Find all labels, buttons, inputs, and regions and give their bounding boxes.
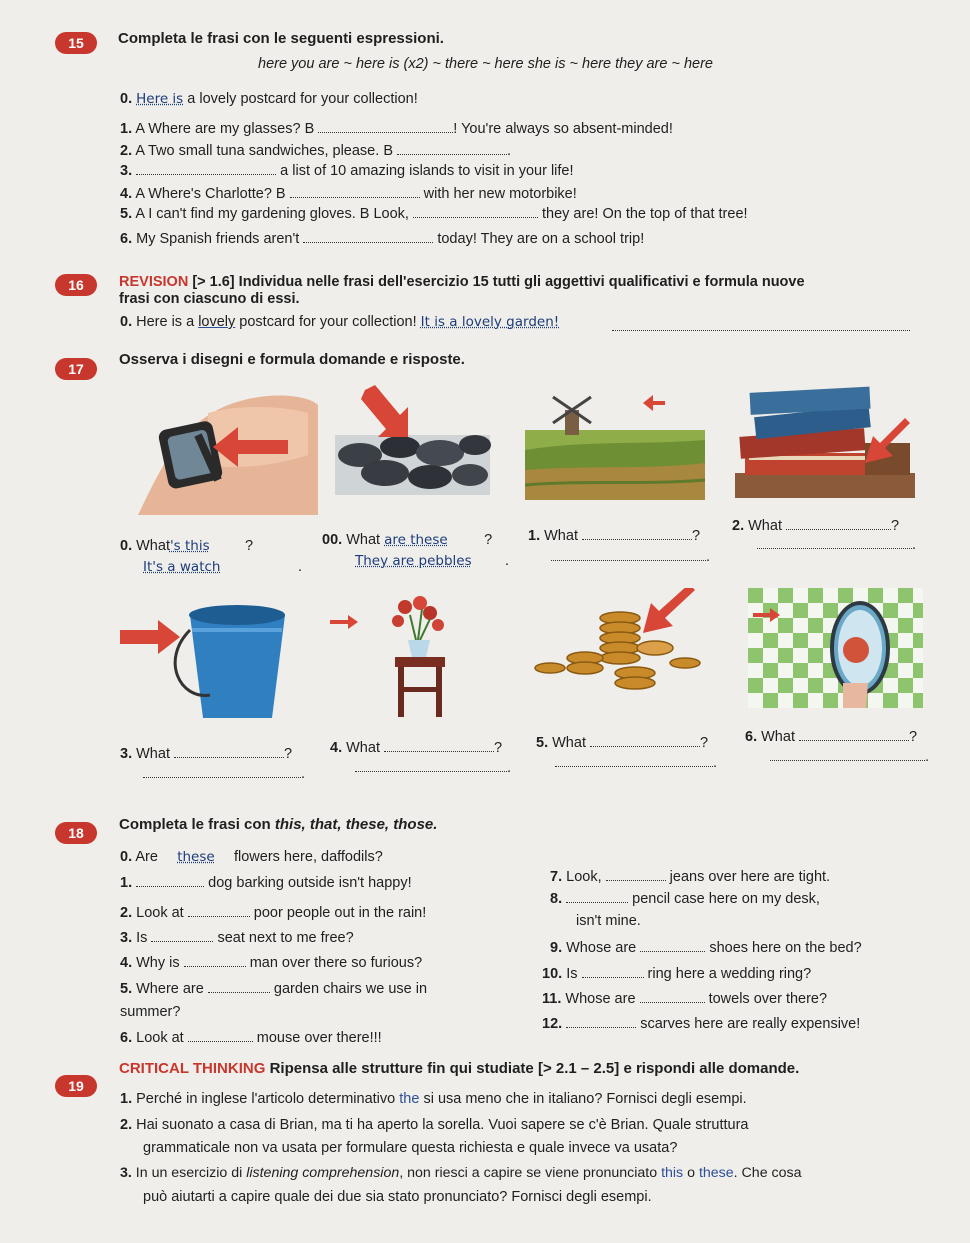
- ex15-text: ! You're always so absent-minded!: [453, 121, 673, 137]
- windmill-icon: [525, 385, 705, 500]
- ex15-label: 1.: [120, 121, 133, 137]
- ex18-text: Why is: [136, 955, 180, 971]
- ex17-punct: ?: [494, 740, 503, 756]
- ex15-blank-2[interactable]: [397, 154, 507, 155]
- ex17-answer-0: [143, 559, 302, 576]
- ex15-text: My Spanish friends aren't: [136, 231, 300, 247]
- ex18-sentence-5: [120, 981, 427, 998]
- ex15-text: today! They are on a school trip!: [437, 231, 645, 247]
- vase-picture: [330, 595, 490, 720]
- ex18-blank-12[interactable]: [566, 1027, 636, 1028]
- ex17-answer-5: [555, 755, 717, 772]
- ex17-punct: ?: [484, 532, 493, 548]
- ex17-question-3: [120, 746, 292, 763]
- ex18-text: Where are: [136, 981, 204, 997]
- ex19-question-2-cont: grammaticale non va usata per formulare questa richiesta e quale invece va usata?: [143, 1140, 678, 1156]
- ex15-label: 5.: [120, 206, 133, 222]
- ex16-text: Here is a: [136, 314, 195, 330]
- ex17-text: What: [544, 528, 578, 544]
- ex17-answer-3: [143, 766, 305, 783]
- ex17-punct: ?: [244, 538, 254, 554]
- exercise-17-number: 17: [55, 358, 97, 380]
- ex18-label: 11.: [542, 991, 562, 1007]
- ex15-sentence-2: [120, 143, 511, 160]
- ex18-blank-10[interactable]: [582, 977, 644, 978]
- ex19-text: si usa meno che in italiano? Fornisci degli esempi.: [423, 1091, 747, 1107]
- ex16-answer[interactable]: It is a lovely garden!: [420, 314, 560, 330]
- ex15-answer-0[interactable]: Here is: [136, 91, 184, 107]
- ex18-blank-3[interactable]: [151, 941, 213, 942]
- ex17-punct: ?: [700, 735, 709, 751]
- ex17-punct: .: [298, 559, 303, 575]
- ex15-label: 3.: [120, 163, 133, 179]
- exercise-15-title: Completa le frasi con le seguenti espressioni.: [118, 30, 444, 47]
- ex18-answer-0[interactable]: these: [177, 849, 215, 865]
- ex18-label: 2.: [120, 905, 133, 921]
- revision-ref: [> 1.6]: [192, 274, 235, 290]
- ex19-keyword: these: [698, 1165, 734, 1181]
- ex15-speaker-b: B: [304, 121, 315, 137]
- ex17-blank-q2[interactable]: [786, 529, 891, 530]
- ex17-punct: ?: [692, 528, 701, 544]
- ex17-blank-a2[interactable]: [757, 548, 912, 549]
- ex19-text: Hai suonato a casa di Brian, ma ti ha aperto la sorella. Vuoi sapere se c'è Brian. Quale struttura: [136, 1117, 749, 1133]
- ex17-text: What: [136, 746, 170, 762]
- ex15-speaker-b: B Look,: [359, 206, 409, 222]
- ex17-answer-00: [355, 553, 509, 570]
- ex17-punct: ?: [909, 729, 918, 745]
- ex18-text: Is: [566, 966, 578, 982]
- exercise-15-word-box: here you are ~ here is (x2) ~ there ~ here she is ~ here they are ~ here: [258, 56, 714, 72]
- ex18-label: 0.: [120, 849, 133, 865]
- ex15-speaker-a: A Where's Charlotte?: [135, 186, 272, 202]
- ex15-label: 0.: [120, 91, 133, 107]
- vase-icon: [330, 595, 490, 720]
- ex18-blank-5[interactable]: [208, 992, 270, 993]
- ex18-label: 3.: [120, 930, 133, 946]
- watch-icon: [118, 385, 318, 515]
- ex15-speaker-b: B: [275, 186, 286, 202]
- ex17-punct: .: [912, 537, 917, 553]
- ex17-blank-a5[interactable]: [555, 766, 713, 767]
- ex18-text: seat next to me free?: [217, 930, 354, 946]
- exercise-19-ref: [> 2.1 – 2.5]: [537, 1060, 620, 1077]
- ex17-label: 5.: [536, 735, 549, 751]
- books-picture: [735, 378, 915, 498]
- ex17-punct: .: [507, 760, 512, 776]
- ex15-sentence-5: [120, 206, 748, 223]
- ex17-answer-q00[interactable]: are these: [384, 532, 448, 548]
- ex17-blank-a6[interactable]: [770, 760, 925, 761]
- exercise-18-number: 18: [55, 822, 97, 844]
- ex19-question-3: [120, 1165, 802, 1181]
- ex19-text: Perché in inglese l'articolo determinativo: [136, 1091, 396, 1107]
- ex18-label: 4.: [120, 955, 133, 971]
- ex18-sentence-8: [550, 891, 820, 908]
- books-icon: [735, 378, 915, 498]
- ex16-example: [120, 314, 559, 331]
- bucket-icon: [120, 600, 295, 725]
- ex19-italic: listening comprehension: [246, 1165, 400, 1181]
- ex18-blank-6[interactable]: [188, 1041, 253, 1042]
- exercise-16-number: 16: [55, 274, 97, 296]
- ex18-sentence-9: [550, 940, 862, 957]
- ex18-label: 9.: [550, 940, 563, 956]
- exercise-18-title: [119, 816, 437, 833]
- ex18-text: ring here a wedding ring?: [647, 966, 812, 982]
- ex16-label: 0.: [120, 314, 133, 330]
- ex17-text: What: [748, 518, 782, 534]
- ex19-text: In un esercizio di: [135, 1165, 243, 1181]
- ex17-question-2: [732, 518, 899, 535]
- ex18-blank-2[interactable]: [188, 916, 250, 917]
- ex17-label: 6.: [745, 729, 758, 745]
- ex17-text: What: [346, 532, 381, 548]
- ex17-answer-q0[interactable]: 's this: [169, 538, 210, 554]
- ex16-answer-line[interactable]: [612, 330, 910, 331]
- exercise-16-title-line1: [119, 274, 805, 291]
- ex18-sentence-11: [542, 991, 827, 1008]
- ex17-question-00: [322, 532, 492, 549]
- ex15-label: 4.: [120, 186, 133, 202]
- ex17-answer-4: [355, 760, 511, 777]
- ex18-blank-9[interactable]: [640, 951, 705, 952]
- ex17-label: 2.: [732, 518, 745, 534]
- ex17-blank-q1[interactable]: [582, 539, 692, 540]
- ex17-label: 00.: [322, 532, 343, 548]
- ex17-blank-q5[interactable]: [590, 746, 700, 747]
- ex15-blank-4[interactable]: [290, 197, 420, 198]
- ex15-sentence-3: [120, 163, 574, 180]
- ex15-text: with her new motorbike!: [423, 186, 577, 202]
- ex19-label: 3.: [120, 1165, 132, 1181]
- ex18-text: Look,: [566, 869, 602, 885]
- ex15-text: .: [507, 143, 512, 159]
- critical-thinking-tag: CRITICAL THINKING: [119, 1060, 266, 1077]
- ex17-punct: .: [301, 766, 306, 782]
- ex18-text: Whose are: [566, 940, 637, 956]
- ex15-text: a list of 10 amazing islands to visit in your life!: [280, 163, 574, 179]
- ex18-label: 12.: [542, 1016, 563, 1032]
- ex19-keyword: the: [399, 1091, 420, 1107]
- ex18-text: scarves here are really expensive!: [640, 1016, 861, 1032]
- ex17-answer-a00[interactable]: They are pebbles: [355, 553, 472, 569]
- ex17-answer-6: [770, 749, 929, 766]
- ex15-sentence-1: [120, 121, 673, 138]
- ex17-text: What: [761, 729, 795, 745]
- ex18-text: Whose are: [565, 991, 636, 1007]
- ex18-sentence-7: [550, 869, 830, 886]
- ex15-text: a lovely postcard for your collection!: [187, 91, 418, 107]
- ex19-label: 2.: [120, 1117, 133, 1133]
- ex18-sentence-0: [120, 849, 383, 866]
- ex17-label: 1.: [528, 528, 541, 544]
- ex15-speaker-a: A I can't find my gardening gloves.: [135, 206, 356, 222]
- ex16-text: postcard for your collection!: [239, 314, 417, 330]
- bucket-picture: [120, 600, 295, 725]
- ex17-answer-a0[interactable]: It's a watch: [143, 559, 221, 575]
- ex15-speaker-b: B: [383, 143, 393, 159]
- ex18-text: Are: [135, 849, 158, 865]
- ex18-sentence-1: [120, 875, 412, 892]
- ex18-sentence-3: [120, 930, 354, 947]
- ex15-label: 6.: [120, 231, 133, 247]
- ex18-blank-8[interactable]: [566, 902, 628, 903]
- ex17-punct: .: [925, 749, 930, 765]
- ex18-sentence-10: [542, 966, 811, 983]
- ex17-answer-1: [551, 549, 710, 566]
- ex17-question-1: [528, 528, 700, 545]
- ex15-speaker-a: A Two small tuna sandwiches, please.: [135, 143, 380, 159]
- ex18-text: towels over there?: [708, 991, 828, 1007]
- ex18-label: 1.: [120, 875, 133, 891]
- ex17-label: 4.: [330, 740, 343, 756]
- exercise-15-number: 15: [55, 32, 97, 54]
- mirror-icon: [748, 588, 923, 708]
- ex18-label: 6.: [120, 1030, 133, 1046]
- ex18-sentence-4: [120, 955, 422, 972]
- ex17-blank-a3[interactable]: [143, 777, 301, 778]
- pebbles-picture: [330, 385, 495, 500]
- exercise-19-title-text: e rispondi alle domande.: [623, 1060, 800, 1077]
- ex18-blank-1[interactable]: [136, 886, 204, 887]
- watch-picture: [118, 385, 318, 515]
- ex17-text: What: [552, 735, 586, 751]
- ex17-punct: .: [713, 755, 718, 771]
- ex18-text: jeans over here are tight.: [669, 869, 831, 885]
- ex18-text: poor people out in the rain!: [253, 905, 427, 921]
- exercise-16-title-line2: frasi con ciascuno di essi.: [119, 291, 300, 307]
- ex19-label: 1.: [120, 1091, 133, 1107]
- ex17-blank-a4[interactable]: [355, 771, 507, 772]
- ex17-blank-q6[interactable]: [799, 740, 909, 741]
- ex17-answer-2: [757, 537, 916, 554]
- ex18-text: mouse over there!!!: [256, 1030, 382, 1046]
- ex15-blank-6[interactable]: [303, 242, 433, 243]
- ex17-punct: ?: [284, 746, 293, 762]
- ex18-text: dog barking outside isn't happy!: [208, 875, 412, 891]
- exercise-19-number: 19: [55, 1075, 97, 1097]
- ex17-punct: ?: [891, 518, 900, 534]
- exercise-17-title: Osserva i disegni e formula domande e risposte.: [119, 351, 465, 368]
- ex18-text: Is: [136, 930, 148, 946]
- ex17-label: 3.: [120, 746, 133, 762]
- ex18-text: man over there so furious?: [249, 955, 423, 971]
- revision-tag: REVISION: [119, 274, 189, 290]
- ex18-sentence-6: [120, 1030, 382, 1047]
- ex18-text: shoes here on the bed?: [709, 940, 862, 956]
- ex15-blank-1[interactable]: [318, 132, 453, 133]
- ex17-blank-q3[interactable]: [174, 757, 284, 758]
- ex16-adjective: lovely: [198, 314, 236, 330]
- ex19-text: . Che cosa: [733, 1165, 802, 1181]
- ex15-text: they are! On the top of that tree!: [542, 206, 748, 222]
- ex19-text: o: [687, 1165, 695, 1181]
- ex18-sentence-12: [542, 1016, 860, 1033]
- ex15-label: 2.: [120, 143, 133, 159]
- ex19-question-1: [120, 1091, 747, 1108]
- ex19-question-2: [120, 1117, 749, 1134]
- ex17-blank-q4[interactable]: [384, 751, 494, 752]
- ex18-text: Look at: [136, 905, 184, 921]
- ex17-blank-a1[interactable]: [551, 560, 706, 561]
- ex17-question-4: [330, 740, 502, 757]
- coins-icon: [525, 588, 705, 698]
- ex19-question-3-cont: può aiutarti a capire quale dei due sia stato pronunciato? Fornisci degli esempi.: [143, 1189, 652, 1205]
- ex15-speaker-a: A Where are my glasses?: [135, 121, 301, 137]
- ex17-question-0: [120, 538, 253, 555]
- ex18-sentence-2: [120, 905, 426, 922]
- ex18-text: flowers here, daffodils?: [233, 849, 383, 865]
- exercise-19-title-text: Ripensa alle strutture fin qui studiate: [269, 1060, 534, 1077]
- ex17-label: 0.: [120, 538, 133, 554]
- ex17-text: What: [136, 538, 170, 554]
- ex17-question-5: [536, 735, 708, 752]
- ex18-text: Look at: [136, 1030, 184, 1046]
- ex18-label: 7.: [550, 869, 563, 885]
- ex18-blank-4[interactable]: [184, 966, 246, 967]
- ex17-question-6: [745, 729, 917, 746]
- ex17-text: What: [346, 740, 380, 756]
- ex18-label: 8.: [550, 891, 563, 907]
- ex18-sentence-8-cont: isn't mine.: [576, 913, 641, 929]
- ex15-blank-3[interactable]: [136, 174, 276, 175]
- ex15-sentence-6: [120, 231, 644, 248]
- ex18-label: 5.: [120, 981, 133, 997]
- ex17-punct: .: [505, 553, 510, 569]
- ex15-sentence-4: [120, 186, 577, 203]
- ex15-sentence-0: [120, 91, 418, 108]
- exercise-16-title: Individua nelle frasi dell'esercizio 15 tutti gli aggettivi qualificativi e formula nuove: [238, 274, 805, 290]
- ex18-blank-11[interactable]: [640, 1002, 705, 1003]
- ex19-text: , non riesci a capire se viene pronunciato: [399, 1165, 658, 1181]
- exercise-19-title: [119, 1060, 799, 1077]
- ex18-blank-7[interactable]: [606, 880, 666, 881]
- ex19-keyword: this: [661, 1165, 684, 1181]
- exercise-18-title-text: Completa le frasi con: [119, 816, 271, 833]
- windmill-picture: [525, 385, 705, 500]
- ex18-label: 10.: [542, 966, 563, 982]
- exercise-18-title-words: this, that, these, those.: [274, 816, 438, 833]
- ex15-blank-5[interactable]: [413, 217, 538, 218]
- ex18-text: pencil case here on my desk,: [632, 891, 820, 907]
- ex17-punct: .: [706, 549, 711, 565]
- coins-picture: [525, 588, 705, 698]
- ex18-text: garden chairs we use in: [273, 981, 428, 997]
- pebbles-icon: [330, 385, 495, 500]
- ex18-sentence-5-cont: summer?: [120, 1004, 181, 1020]
- mirror-picture: [748, 588, 923, 708]
